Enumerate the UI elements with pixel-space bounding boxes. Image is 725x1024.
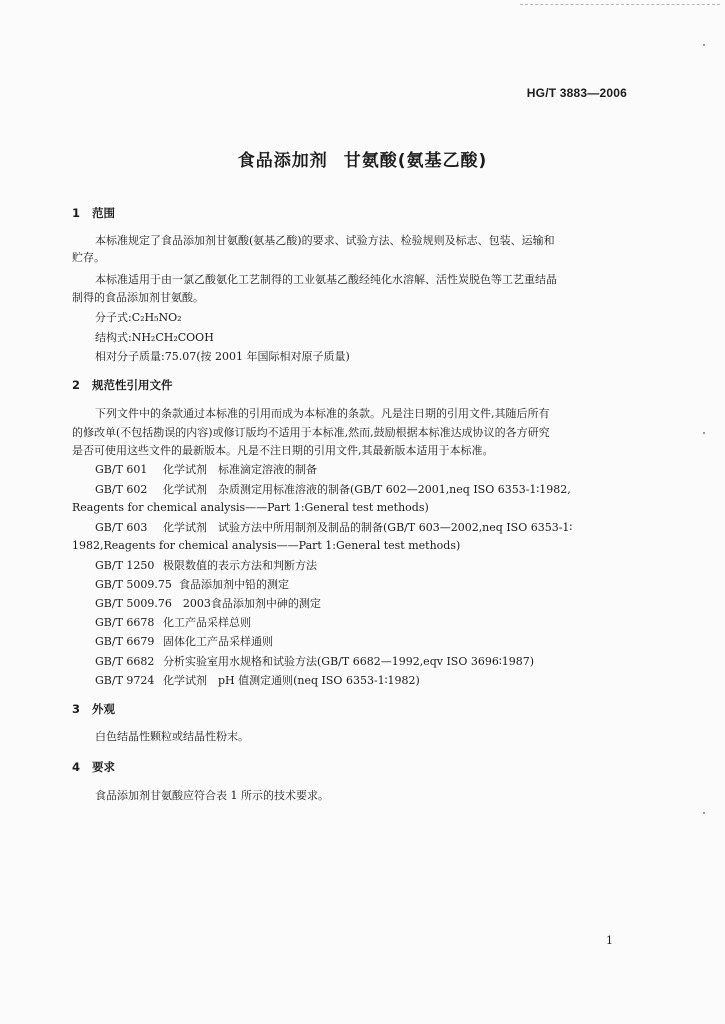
reference-continuation: Reagents for chemical analysis——Part 1:General test methods): [72, 501, 429, 514]
reference-item: GB/T 6682 分析实验室用水规格和试验方法(GB/T 6682—1992,eqv ISO 3696∶1987): [95, 655, 534, 668]
section-heading-1: 1 范围: [72, 206, 115, 220]
section-heading-3: 3 外观: [72, 702, 115, 716]
reference-item: GB/T 5009.75 食品添加剂中铅的测定: [95, 578, 289, 591]
reference-item: GB/T 602 化学试剂 杂质测定用标准溶液的制备(GB/T 602—2001,neq ISO 6353-1∶1982,: [95, 483, 571, 496]
paragraph: 食品添加剂甘氨酸应符合表 1 所示的技术要求。: [95, 789, 329, 802]
paragraph: 本标准规定了食品添加剂甘氨酸(氨基乙酸)的要求、试验方法、检验规则及标志、包装、运输和: [95, 234, 555, 247]
scan-edge-line: [520, 4, 720, 5]
paragraph: 的修改单(不包括勘误的内容)或修订版均不适用于本标准,然而,鼓励根据本标准达成协议的各方研究: [72, 426, 550, 439]
document-title: [0, 146, 725, 171]
scan-speck: [703, 812, 705, 814]
page-number: 1: [606, 934, 613, 947]
standard-code: HG/T 3883—2006: [526, 86, 627, 100]
structural-formula: 结构式:NH₂CH₂COOH: [95, 331, 214, 344]
paragraph: 贮存。: [72, 251, 105, 264]
paragraph: 是否可使用这些文件的最新版本。凡是不注日期的引用文件,其最新版本适用于本标准。: [72, 444, 494, 457]
reference-item: GB/T 601 化学试剂 标准滴定溶液的制备: [95, 463, 317, 476]
paragraph: 白色结晶性颗粒或结晶性粉末。: [95, 730, 249, 743]
reference-item: GB/T 9724 化学试剂 pH 值测定通则(neq ISO 6353-1∶1982): [95, 674, 420, 687]
title-part-1: 食品添加剂: [237, 151, 328, 171]
paragraph: 本标准适用于由一氯乙酸氨化工艺制得的工业氨基乙酸经纯化水溶解、活性炭脱色等工艺重结晶: [95, 273, 557, 286]
reference-continuation: 1982,Reagents for chemical analysis——Part 1:General test methods): [72, 539, 461, 552]
reference-item: GB/T 6678 化工产品采样总则: [95, 616, 251, 629]
reference-item: GB/T 5009.76 2003食品添加剂中砷的测定: [95, 597, 321, 610]
reference-item: GB/T 6679 固体化工产品采样通则: [95, 635, 273, 648]
reference-item: GB/T 603 化学试剂 试验方法中所用制剂及制品的制备(GB/T 603—2002,neq ISO 6353-1∶: [95, 521, 573, 534]
paragraph: 下列文件中的条款通过本标准的引用而成为本标准的条款。凡是注日期的引用文件,其随后所有: [95, 407, 550, 420]
molecular-formula: 分子式:C₂H₅NO₂: [95, 311, 182, 324]
section-heading-2: 2 规范性引用文件: [72, 378, 173, 392]
scan-speck: [703, 44, 705, 46]
section-heading-4: 4 要求: [72, 760, 115, 774]
scan-speck: [703, 432, 705, 434]
reference-item: GB/T 1250 极限数值的表示方法和判断方法: [95, 559, 317, 572]
molecular-mass: 相对分子质量:75.07(按 2001 年国际相对原子质量): [95, 350, 350, 363]
paragraph: 制得的食品添加剂甘氨酸。: [72, 291, 204, 304]
title-part-2: 甘氨酸(氨基乙酸): [343, 151, 488, 171]
